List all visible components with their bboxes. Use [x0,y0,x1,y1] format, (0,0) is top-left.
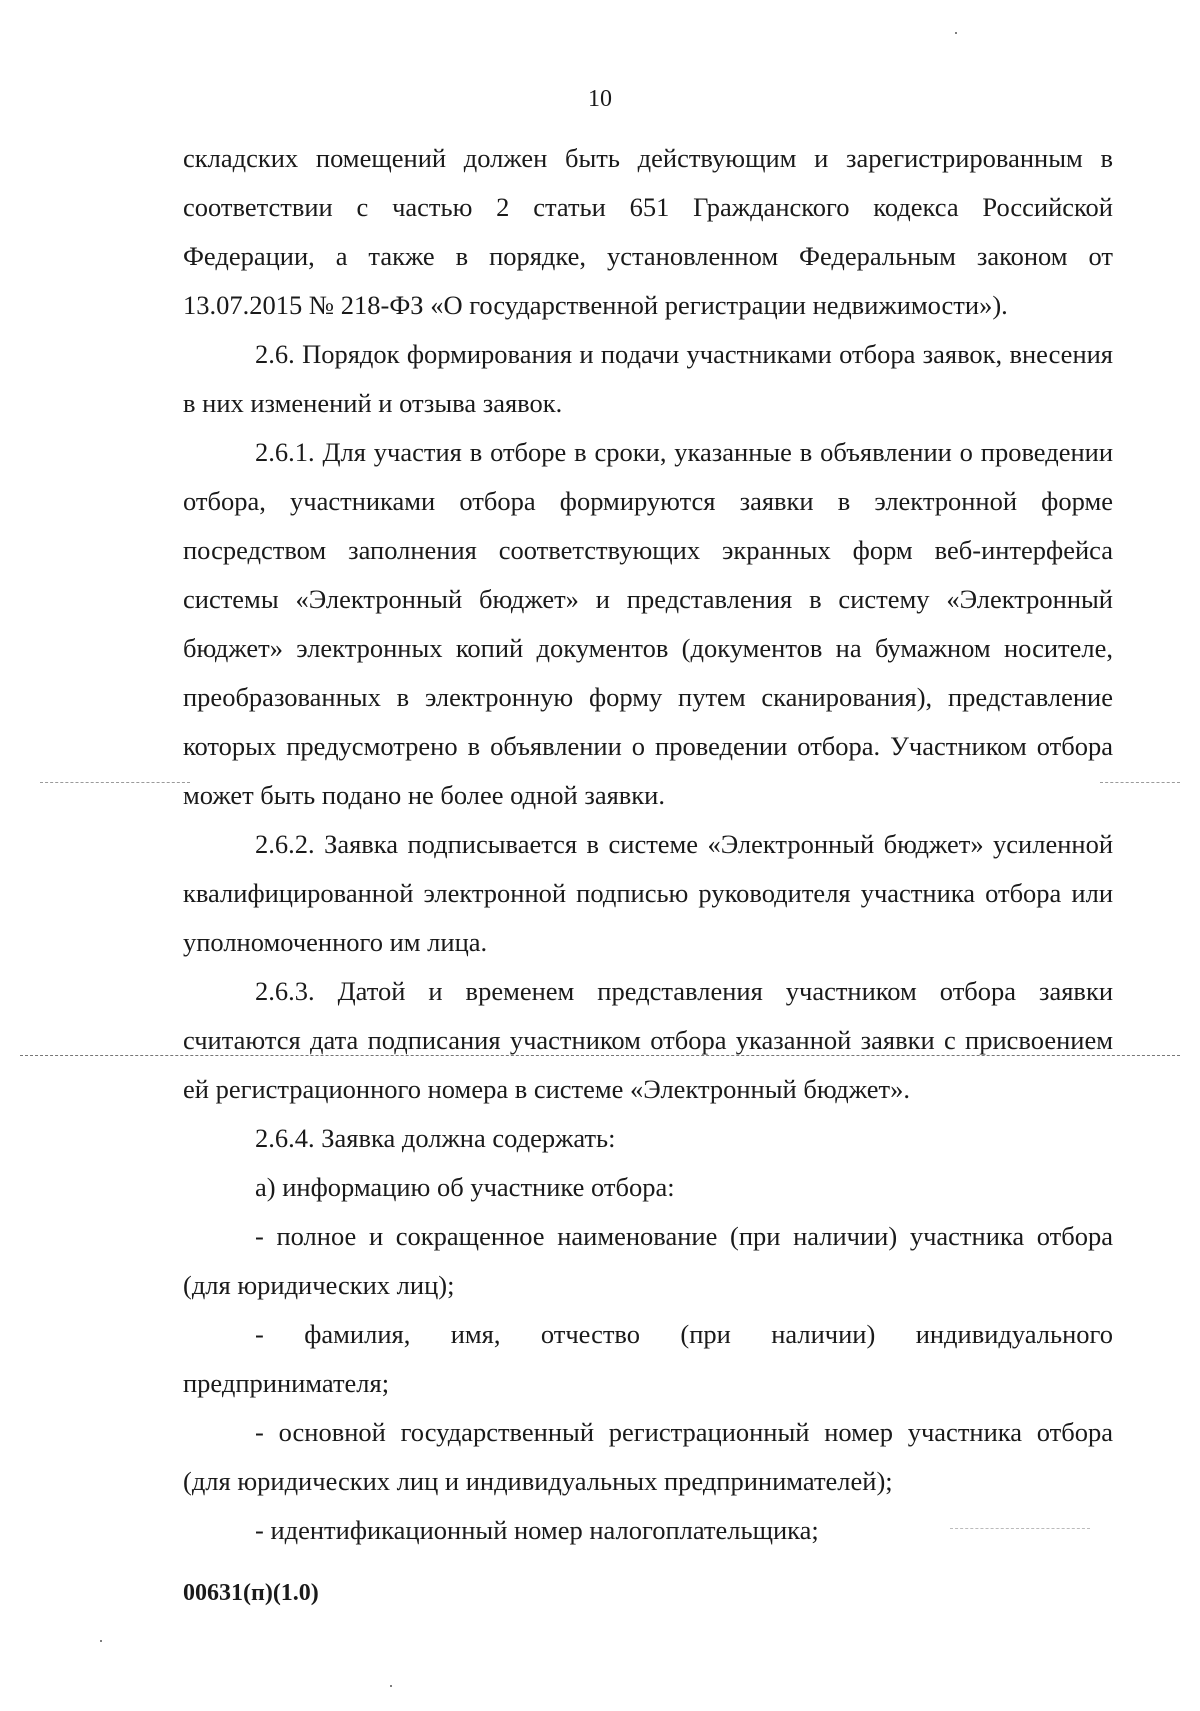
paragraph-2-6-4: 2.6.4. Заявка должна содержать: [255,1123,616,1153]
scan-artifact-line [40,782,190,783]
list-item: - основной государственный регистрационный номер участника отбора (для юридических лиц и индивидуальных предпринимателей); [183,1417,1113,1496]
paragraph-2-6-2: 2.6.2. Заявка подписывается в системе «Электронный бюджет» усиленной квалифицированной электронной подписью руководителя участника отбора или уполномоченного им лица. [183,829,1113,957]
paragraph-2-6-1: 2.6.1. Для участия в отборе в сроки, указанные в объявлении о проведении отбора, участниками отбора формируются заявки в электронной форме посредством заполнения соответствующих экранных форм веб-интерфейса системы «Электронный бюджет» и представления в систему «Электронный бюджет» электронных копий документов (документов на бумажном носителе, преобразованных в электронную форму путем сканирования), представление которых предусмотрено в объявлении о проведении отбора. Участником отбора может быть подано не более одной заявки. [183,437,1113,810]
paragraph-2-6-3: 2.6.3. Датой и временем представления участником отбора заявки считаются дата подписания участником отбора указанной заявки с присвоением ей регистрационного номера в системе «Электронный бюджет». [183,976,1113,1104]
list-item: - полное и сокращенное наименование (при наличии) участника отбора (для юридических лиц); [183,1221,1113,1300]
scan-artifact-line [1100,782,1180,783]
scan-speck [955,32,957,34]
list-heading-a: а) информацию об участнике отбора: [255,1172,675,1202]
document-body [183,134,1113,1555]
list-item: - идентификационный номер налогоплательщика; [255,1515,819,1545]
page-number: 10 [588,86,612,112]
section-heading-2-6: 2.6. Порядок формирования и подачи участниками отбора заявок, внесения в них изменений и отзыва заявок. [183,339,1113,418]
list-item: - фамилия, имя, отчество (при наличии) индивидуального предпринимателя; [183,1319,1113,1398]
scan-speck [100,1640,102,1642]
scan-speck [390,1685,392,1687]
scan-artifact-line [950,1528,1090,1529]
document-code: 00631(п)(1.0) [183,1580,319,1606]
paragraph: складских помещений должен быть действующим и зарегистрированным в соответствии с частью 2 статьи 651 Гражданского кодекса Российской Федерации, а также в порядке, установленном Федеральным законом от 13.07.2015 № 218-ФЗ «О государственной регистрации недвижимости»). [183,143,1113,320]
scan-artifact-line [20,1055,1180,1056]
